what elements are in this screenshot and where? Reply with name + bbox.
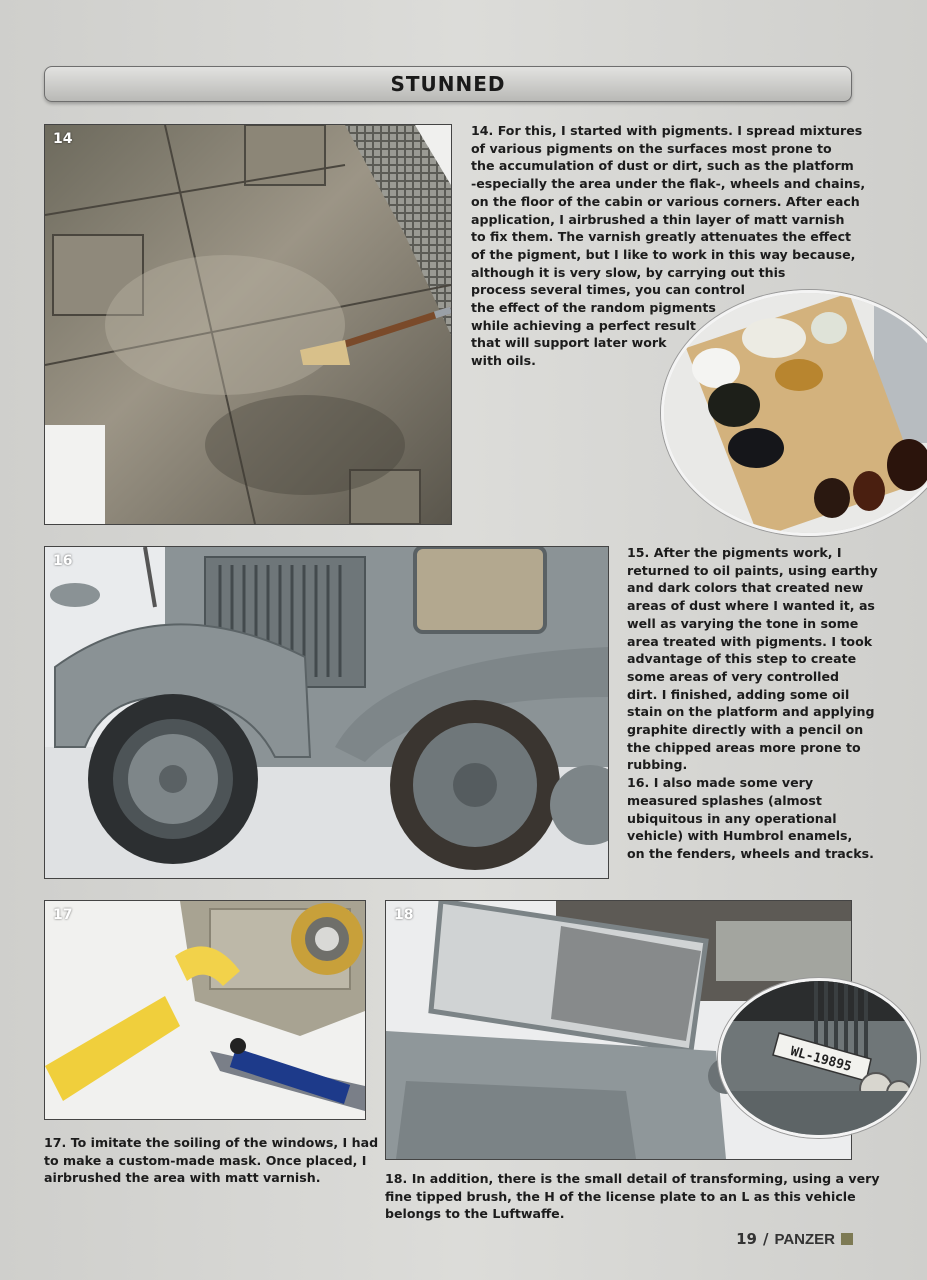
caption-line: and dark colors that created new bbox=[627, 580, 864, 596]
caption-line: stain on the platform and applying bbox=[627, 704, 875, 720]
caption-line: process several times, you can control bbox=[471, 282, 745, 298]
caption-line: belongs to the Luftwaffe. bbox=[385, 1206, 565, 1222]
caption-line: advantage of this step to create bbox=[627, 651, 857, 667]
footer-separator: / bbox=[762, 1230, 769, 1248]
page-title: STUNNED bbox=[390, 72, 506, 96]
caption-line: of various pigments on the surfaces most prone to bbox=[471, 140, 832, 156]
caption-line: 18. In addition, there is the small detail of transforming, using a very bbox=[385, 1171, 880, 1186]
caption-line: -especially the area under the flak-, wheels and chains, bbox=[471, 176, 866, 192]
caption-17 bbox=[44, 1134, 378, 1187]
caption-line: graphite directly with a pencil on bbox=[627, 722, 864, 738]
photo-number: 16 bbox=[53, 553, 73, 569]
caption-line: the effect of the random pigments bbox=[471, 300, 716, 316]
caption-line: areas of dust where I wanted it, as bbox=[627, 598, 875, 614]
caption-line: the chipped areas more prone to bbox=[627, 739, 861, 755]
photo-number: 17 bbox=[53, 907, 73, 923]
caption-line: of the pigment, but I like to work in this way because, bbox=[471, 246, 856, 262]
caption-line: 16. I also made some very bbox=[627, 775, 814, 791]
caption-line: vehicle) with Humbrol enamels, bbox=[627, 828, 853, 844]
photo-number bbox=[664, 533, 927, 536]
caption-line: 15. After the pigments work, I bbox=[627, 545, 842, 560]
caption-line: 14. For this, I started with pigments. I spread mixtures bbox=[471, 123, 863, 138]
caption-18 bbox=[385, 1170, 880, 1223]
caption-line: on the floor of the cabin or various corners. After each bbox=[471, 193, 860, 209]
vehicle-front-image bbox=[45, 547, 608, 878]
magazine-brand: PANZER bbox=[774, 1230, 835, 1248]
caption-line: that will support later work bbox=[471, 335, 667, 351]
caption-line: to make a custom-made mask. Once placed, I bbox=[44, 1152, 367, 1168]
caption-line: with oils. bbox=[471, 353, 536, 369]
caption-line: to fix them. The varnish greatly attenuates the effect bbox=[471, 229, 852, 245]
photo-17 bbox=[44, 900, 366, 1120]
caption-line: application, I airbrushed a thin layer of matt varnish bbox=[471, 211, 845, 227]
license-plate-text: WL-19895 bbox=[788, 1044, 854, 1075]
license-plate-image bbox=[721, 981, 917, 1135]
caption-line: dirt. I finished, adding some oil bbox=[627, 686, 850, 702]
photo-18-inset bbox=[718, 978, 920, 1138]
caption-line: rubbing. bbox=[627, 757, 688, 773]
photo-14 bbox=[44, 124, 452, 525]
photo-number: 14 bbox=[53, 131, 73, 147]
caption-line: some areas of very controlled bbox=[627, 668, 840, 684]
page-footer bbox=[736, 1230, 853, 1248]
caption-line: ubiquitous in any operational bbox=[627, 810, 837, 826]
palette-image bbox=[664, 293, 927, 533]
caption-15-16 bbox=[627, 544, 878, 863]
title-bar bbox=[44, 66, 852, 102]
caption-line: although it is very slow, by carrying out this bbox=[471, 264, 786, 280]
page-number: 19 bbox=[736, 1230, 757, 1248]
caption-line: measured splashes (almost bbox=[627, 792, 822, 808]
caption-line: the accumulation of dust or dirt, such as the platform bbox=[471, 158, 854, 174]
mask-image bbox=[45, 901, 365, 1119]
photo-16 bbox=[44, 546, 609, 879]
photo-number: 18 bbox=[394, 907, 414, 923]
caption-line: area treated with pigments. I took bbox=[627, 633, 873, 649]
platform-image bbox=[45, 125, 451, 524]
caption-line: airbrushed the area with matt varnish. bbox=[44, 1170, 321, 1186]
caption-line: while achieving a perfect result bbox=[471, 317, 696, 333]
caption-line: well as varying the tone in some bbox=[627, 615, 859, 631]
caption-line: returned to oil paints, using earthy bbox=[627, 562, 878, 578]
caption-line: on the fenders, wheels and tracks. bbox=[627, 845, 874, 861]
caption-line: 17. To imitate the soiling of the windows, I had bbox=[44, 1135, 379, 1150]
brand-square-icon bbox=[841, 1233, 853, 1245]
caption-line: fine tipped brush, the H of the license plate to an L as this vehicle bbox=[385, 1188, 856, 1204]
